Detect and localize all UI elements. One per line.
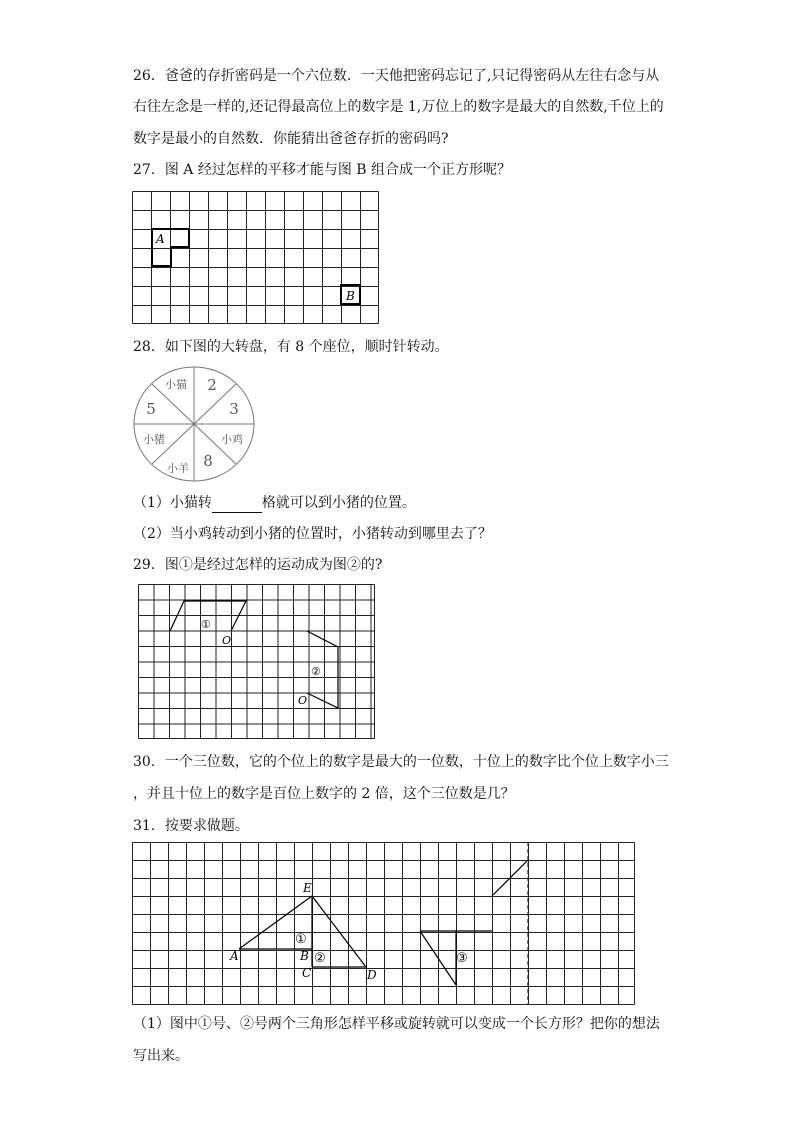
seat-1: 小猫 [165, 378, 187, 391]
q29-grid-figure [138, 584, 376, 740]
o-label-2: O [298, 694, 308, 707]
q28-text: 28．如下图的大转盘，有 8 个座位，顺时针转动。 [133, 339, 449, 355]
seat-5: 8 [203, 452, 213, 470]
label-e: E [303, 881, 312, 895]
q28-sub1-after: 格就可以到小猪的位置。 [261, 495, 416, 511]
seat-4: 小鸡 [221, 433, 243, 446]
seat-8: 5 [146, 400, 156, 418]
q28-sub2: （2）当小鸡转动到小猪的位置时，小猪转动到哪里去了？ [133, 526, 492, 542]
q29-grid [139, 585, 375, 739]
q27-grid-figure [132, 191, 380, 325]
q30-line1: 30．一个三位数，它的个位上的数字是最大的一位数，十位上的数字比个位上数字小三 [133, 754, 669, 770]
q31-text: 31．按要求做题。 [133, 818, 249, 834]
q28-sub1-before: （1）小猫转 [133, 495, 212, 511]
label-a: A [156, 232, 165, 246]
seat-2: 2 [207, 376, 217, 394]
label-d: D [367, 968, 377, 982]
label-n3: ③ [456, 951, 468, 966]
label-c: C [302, 966, 312, 980]
figure-1-label: ① [201, 618, 211, 631]
turntable-figure [130, 364, 258, 486]
label-n1: ① [295, 932, 307, 947]
figure-2-label: ② [311, 665, 321, 678]
label-b: B [346, 289, 355, 303]
q28-sub1 [133, 493, 416, 513]
q26-line2: 右往左念是一样的,还记得最高位上的数字是 1,万位上的数字是最大的自然数,千位上的 [133, 99, 664, 115]
q29-text: 29．图①是经过怎样的运动成为图②的? [133, 557, 383, 573]
q30-line2: ，并且十位上的数字是百位上数字的 2 倍，这个三位数是几？ [133, 786, 515, 802]
label-b2: B [300, 949, 309, 963]
seat-7: 小猪 [143, 433, 165, 446]
q26-line1: 26．爸爸的存折密码是一个六位数．一天他把密码忘记了,只记得密码从左往右念与从 [133, 68, 660, 84]
label-a2: A [230, 949, 239, 963]
q31-grid [133, 843, 635, 1005]
q31-sub1-line1: （1）图中①号、②号两个三角形怎样平移或旋转就可以变成一个长方形？把你的想法 [133, 1016, 660, 1032]
q31-sub1-line2: 写出来。 [133, 1048, 189, 1064]
label-n2: ② [314, 951, 326, 966]
o-label-1: O [222, 634, 232, 647]
seat-3: 3 [229, 400, 239, 418]
q26-line3: 数字是最小的自然数．你能猜出爸爸存折的密码吗? [133, 131, 449, 147]
seat-6: 小羊 [167, 462, 189, 475]
q31-grid-figure [132, 842, 636, 1006]
answer-blank[interactable] [212, 498, 262, 513]
q27-text: 27．图 A 经过怎样的平移才能与图 B 组合成一个正方形呢？ [133, 162, 512, 178]
